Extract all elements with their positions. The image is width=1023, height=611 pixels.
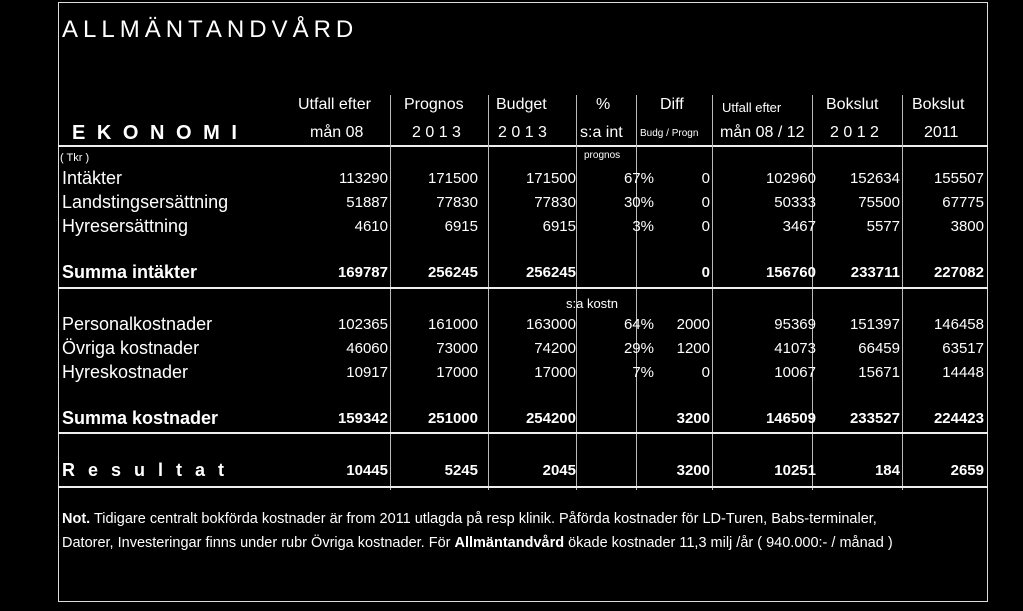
table-row <box>62 362 986 384</box>
cell: 256245 <box>525 264 576 281</box>
col-divider <box>812 95 813 490</box>
note-emphasis: Allmäntandvård <box>454 535 565 551</box>
cell: 30% <box>623 194 654 211</box>
cell: 4610 <box>354 218 388 235</box>
cell: 256245 <box>427 264 478 281</box>
cell: 0 <box>701 364 710 381</box>
cell: 3800 <box>950 218 984 235</box>
cell: 10067 <box>774 364 816 381</box>
cell: 146458 <box>933 316 984 333</box>
header-bokslut11-line2: 2011 <box>924 124 959 141</box>
cell: 50333 <box>774 194 816 211</box>
header-bokslut12-line1: Bokslut <box>826 96 879 113</box>
cell: 0 <box>701 194 710 211</box>
cost-total-row <box>62 408 986 430</box>
col-divider <box>390 95 391 490</box>
cell: 5577 <box>866 218 900 235</box>
cell: 10917 <box>346 364 388 381</box>
header-bokslut11-line1: Bokslut <box>912 96 965 113</box>
cell: 155507 <box>933 170 984 187</box>
cell: 29% <box>623 340 654 357</box>
note-text: Datorer, Investeringar finns under rubr Övriga kostnader. För <box>62 535 455 551</box>
cell: 233711 <box>850 264 900 281</box>
section-label: E K O N O M I <box>72 122 240 144</box>
cell: 113290 <box>339 170 388 187</box>
cell: 66459 <box>858 340 900 357</box>
cell: 2045 <box>542 462 576 479</box>
col-divider <box>902 95 903 490</box>
cell: 146509 <box>765 410 816 427</box>
header-utfall12-line2: mån 08 / 12 <box>720 124 805 141</box>
header-diff-line1: Diff <box>660 96 684 113</box>
header-utfall-line2: mån 08 <box>310 124 364 141</box>
cell: 2000 <box>676 316 710 333</box>
cell: 3467 <box>782 218 816 235</box>
cell: 10445 <box>346 462 388 479</box>
note-prefix: Not. <box>62 511 91 527</box>
header-utfall-line1: Utfall efter <box>298 96 371 113</box>
cell: 63517 <box>942 340 984 357</box>
income-total-rule <box>58 287 988 289</box>
col-divider <box>712 95 713 490</box>
cell: 17000 <box>534 364 576 381</box>
row-label: Personalkostnader <box>62 314 213 334</box>
cell: 6915 <box>542 218 576 235</box>
note-text: Tidigare centralt bokförda kostnader är from 2011 utlagda på resp klinik. Påförda kostnader för LD-Turen, Babs-terminaler, <box>90 511 877 527</box>
result-rule <box>58 486 988 488</box>
table-row <box>62 168 986 190</box>
cell: 161000 <box>427 316 478 333</box>
row-label: Landstingsersättning <box>62 192 229 212</box>
cell: 6915 <box>444 218 478 235</box>
cell: 156760 <box>765 264 816 281</box>
cell: 51887 <box>346 194 388 211</box>
cell: 7% <box>632 364 654 381</box>
cell: 73000 <box>436 340 478 357</box>
cell: 151397 <box>849 316 900 333</box>
cell: 0 <box>701 264 710 281</box>
col-divider <box>488 95 489 490</box>
cell: 171500 <box>525 170 576 187</box>
cell: 0 <box>701 170 710 187</box>
cell: 95369 <box>774 316 816 333</box>
row-label: Hyresersättning <box>62 216 189 236</box>
cell: 75500 <box>858 194 900 211</box>
cell: 227082 <box>933 264 984 281</box>
header-budget-line2: 2 0 1 3 <box>498 124 547 141</box>
cell: 224423 <box>933 410 984 427</box>
header-bokslut12-line2: 2 0 1 2 <box>830 124 879 141</box>
cell: 67775 <box>942 194 984 211</box>
cell: 251000 <box>427 410 478 427</box>
cell: 169787 <box>337 264 388 281</box>
cell: 15671 <box>858 364 900 381</box>
cell: 10251 <box>774 462 816 479</box>
cell: 0 <box>701 218 710 235</box>
note-text: ökade kostnader 11,3 milj /år ( 940.000:- / månad ) <box>564 535 893 551</box>
cell: 159342 <box>337 410 388 427</box>
unit-label: ( Tkr ) <box>60 152 90 164</box>
cell: 102960 <box>765 170 816 187</box>
page-title: ALLMÄNTANDVÅRD <box>62 16 359 43</box>
header-pct-line1: % <box>596 96 611 113</box>
col-divider <box>576 95 577 490</box>
row-label: Hyreskostnader <box>62 362 189 382</box>
header-budget-line1: Budget <box>496 96 547 113</box>
cell: 77830 <box>534 194 576 211</box>
cell: 3200 <box>676 462 710 479</box>
header-prognos-line1: Prognos <box>404 96 464 113</box>
row-label: Summa kostnader <box>62 408 219 428</box>
cell: 152634 <box>849 170 900 187</box>
row-label: R e s u l t a t <box>62 460 229 480</box>
result-row <box>62 460 986 482</box>
header-pct-line2: s:a int <box>580 124 623 141</box>
row-label: Övriga kostnader <box>62 338 200 358</box>
header-diff-line2: Budg / Progn <box>640 128 699 139</box>
cell: 64% <box>623 316 654 333</box>
table-row <box>62 314 986 336</box>
cell: 3200 <box>676 410 710 427</box>
note-line-1 <box>62 511 877 527</box>
table-row <box>62 216 986 238</box>
cell: 67% <box>623 170 654 187</box>
cell: 17000 <box>436 364 478 381</box>
cell: 233527 <box>849 410 900 427</box>
cost-pct-label: s:a kostn <box>566 296 619 311</box>
header-rule <box>58 145 988 147</box>
cell: 2659 <box>950 462 984 479</box>
row-label: Summa intäkter <box>62 262 198 282</box>
header-prognos-line2: 2 0 1 3 <box>412 124 461 141</box>
cell: 74200 <box>534 340 576 357</box>
cell: 171500 <box>427 170 478 187</box>
cell: 77830 <box>436 194 478 211</box>
cell: 46060 <box>346 340 388 357</box>
col-divider <box>636 95 637 490</box>
row-label: Intäkter <box>62 168 123 188</box>
cost-total-rule <box>58 432 988 434</box>
cell: 41073 <box>774 340 816 357</box>
cell: 3% <box>632 218 654 235</box>
header-pct-sub: prognos <box>584 150 621 161</box>
note-line-2 <box>62 535 893 551</box>
cell: 254200 <box>525 410 576 427</box>
table-row <box>62 338 986 360</box>
income-total-row <box>62 262 986 284</box>
cell: 1200 <box>676 340 710 357</box>
cell: 163000 <box>525 316 576 333</box>
header-utfall12-line1: Utfall efter <box>722 100 782 115</box>
table-row <box>62 192 986 214</box>
cell: 5245 <box>444 462 478 479</box>
cell: 184 <box>874 462 900 479</box>
cell: 102365 <box>337 316 388 333</box>
cell: 14448 <box>942 364 984 381</box>
